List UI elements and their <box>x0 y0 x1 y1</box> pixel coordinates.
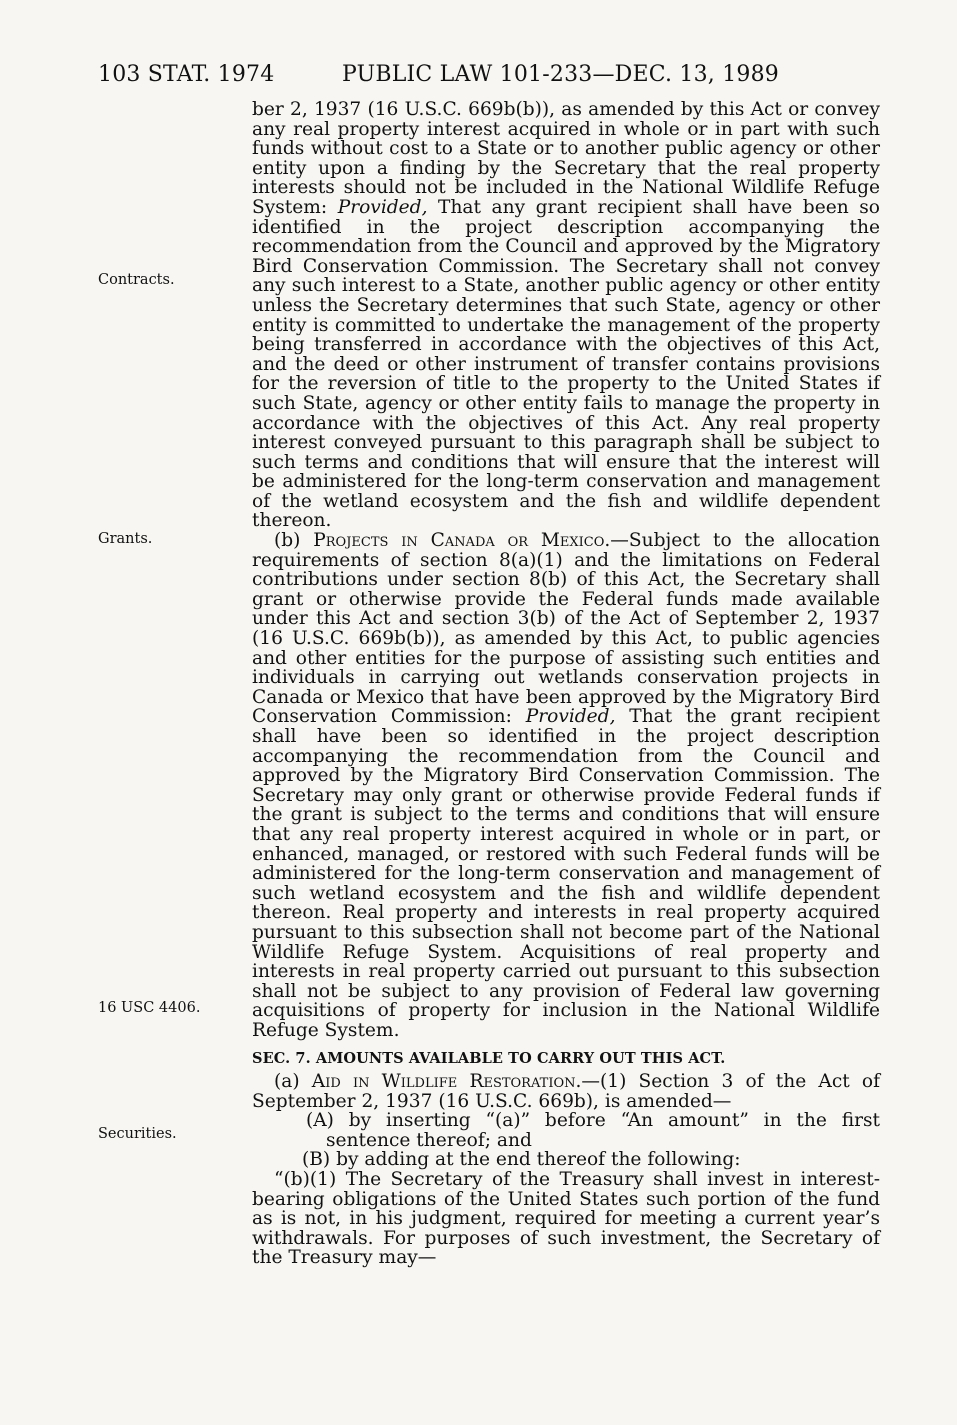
law-title-header: PUBLIC LAW 101-233—DEC. 13, 1989 <box>342 62 779 87</box>
margin-note-grants: Grants. <box>98 531 153 547</box>
clause-A: (A) by inserting “(a)” before “An amount” in the first sentence thereof; and <box>306 1110 880 1151</box>
paragraph-b1-securities: “(b)(1) The Secretary of the Treasury shall invest in interest-bearing obligations of the United States such portion of the fund as is not, in his judgment, required for meeting a current year’s withdrawals. For purposes of such investment, the Secretary of the Treasury may— <box>252 1169 880 1269</box>
margin-note-contracts: Contracts. <box>98 272 175 288</box>
margin-note-usc: 16 USC 4406. <box>98 1000 201 1016</box>
section-7-heading: SEC. 7. AMOUNTS AVAILABLE TO CARRY OUT THIS ACT. <box>252 1049 726 1067</box>
page-number-header: 103 STAT. 1974 <box>98 62 275 87</box>
margin-note-securities: Securities. <box>98 1126 177 1142</box>
paragraph-b-projects: (b) Projects in Canada or Mexico.—Subject to the allocation requirements of section 8(a)(1) and the limitations on Federal contributions under section 8(b) of this Act, the Secretary shall grant or otherwise provide the Federal funds made available under this Act and section 3(b) of the Act of September 2, 1937 (16 U.S.C. 669b(b)), as amended by this Act, to public agencies and other entities for the purpose of assisting such entities and individuals in carrying out wetlands conservation projects in Canada or Mexico that have been approved by the Migratory Bird Conservation Commission: Provided, That the grant recipient shall have been so identified in the project description accompanying the recommendation from the Council and approved by the Migratory Bird Conservation Commission. The Secretary may only grant or otherwise provide Federal funds if the grant is subject to the terms and conditions that will ensure that any real property interest acquired in whole or in part, or enhanced, managed, or restored with such Federal funds will be administered for the long-term conservation and management of such wetland ecosystem and the fish and wildlife dependent thereon. Real property and interests in real property acquired pursuant to this subsection shall not become part of the National Wildlife Refuge System. Acquisitions of real property and interests in real property carried out pursuant to this subsection shall not be subject to any provision of Federal law governing acquisitions of property for inclusion in the National Wildlife Refuge System. <box>252 530 880 1041</box>
paragraph-continuation: ber 2, 1937 (16 U.S.C. 669b(b)), as amended by this Act or convey any real property interest acquired in whole or in part with such funds without cost to a State or to another public agency or other entity upon a finding by the Secretary that the real property interests should not be included in the National Wildlife Refuge System: Provided, That any grant recipient shall have been so identified in the project description accompanying the recommendation from the Council and approved by the Migratory Bird Conservation Commission. The Secretary shall not convey any such interest to a State, another public agency or other entity unless the Secretary determines that such State, agency or other entity is committed to undertake the management of the property being transferred in accordance with the objectives of this Act, and the deed or other instrument of transfer contains provisions for the reversion of title to the property to the United States if such State, agency or other entity fails to manage the property in accordance with the objectives of this Act. Any real property interest conveyed pursuant to this paragraph shall be subject to such terms and conditions that will ensure that the interest will be administered for the long-term conservation and management of the wetland ecosystem and the fish and wildlife dependent thereon. <box>252 99 880 532</box>
paragraph-a-aid: (a) Aid in Wildlife Restoration.—(1) Section 3 of the Act of September 2, 1937 (16 U.S.C. 669b), is amended— <box>252 1071 881 1112</box>
clause-B: (B) by adding at the end thereof the following: <box>302 1149 741 1171</box>
body-text <box>252 100 880 1268</box>
